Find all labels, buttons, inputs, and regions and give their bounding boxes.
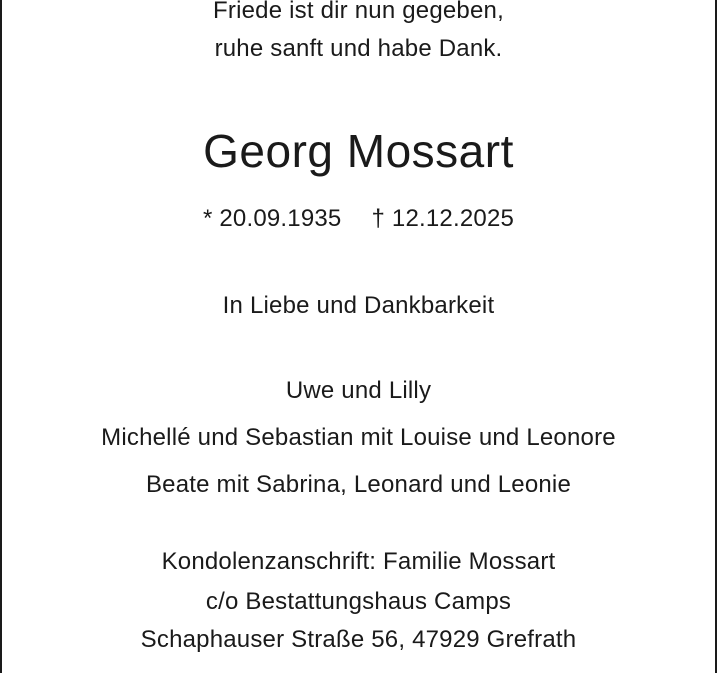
mourner-line-3: Beate mit Sabrina, Leonard und Leonie: [145, 471, 572, 498]
born-date: 20.09.1935: [219, 205, 342, 232]
dedication: In Liebe und Dankbarkeit: [222, 292, 495, 319]
died-date: 12.12.2025: [391, 205, 515, 232]
died-symbol: †: [371, 205, 386, 232]
mourner-line-2: Michellé und Sebastian mit Louise und Leonore: [101, 424, 616, 451]
address-line-3: Schaphauser Straße 56, 47929 Grefrath: [140, 626, 577, 653]
life-dates: [0, 205, 717, 233]
mourner-line-1: Uwe und Lilly: [285, 377, 432, 404]
verse-line-2: ruhe sanft und habe Dank.: [214, 35, 503, 62]
born-symbol: *: [202, 205, 213, 232]
verse-line-1: Friede ist dir nun gegeben,: [213, 0, 504, 24]
deceased-name: Georg Mossart: [203, 125, 514, 177]
address-line-1: Kondolenzanschrift: Familie Mossart: [161, 548, 556, 575]
address-line-2: c/o Bestattungshaus Camps: [205, 588, 512, 615]
